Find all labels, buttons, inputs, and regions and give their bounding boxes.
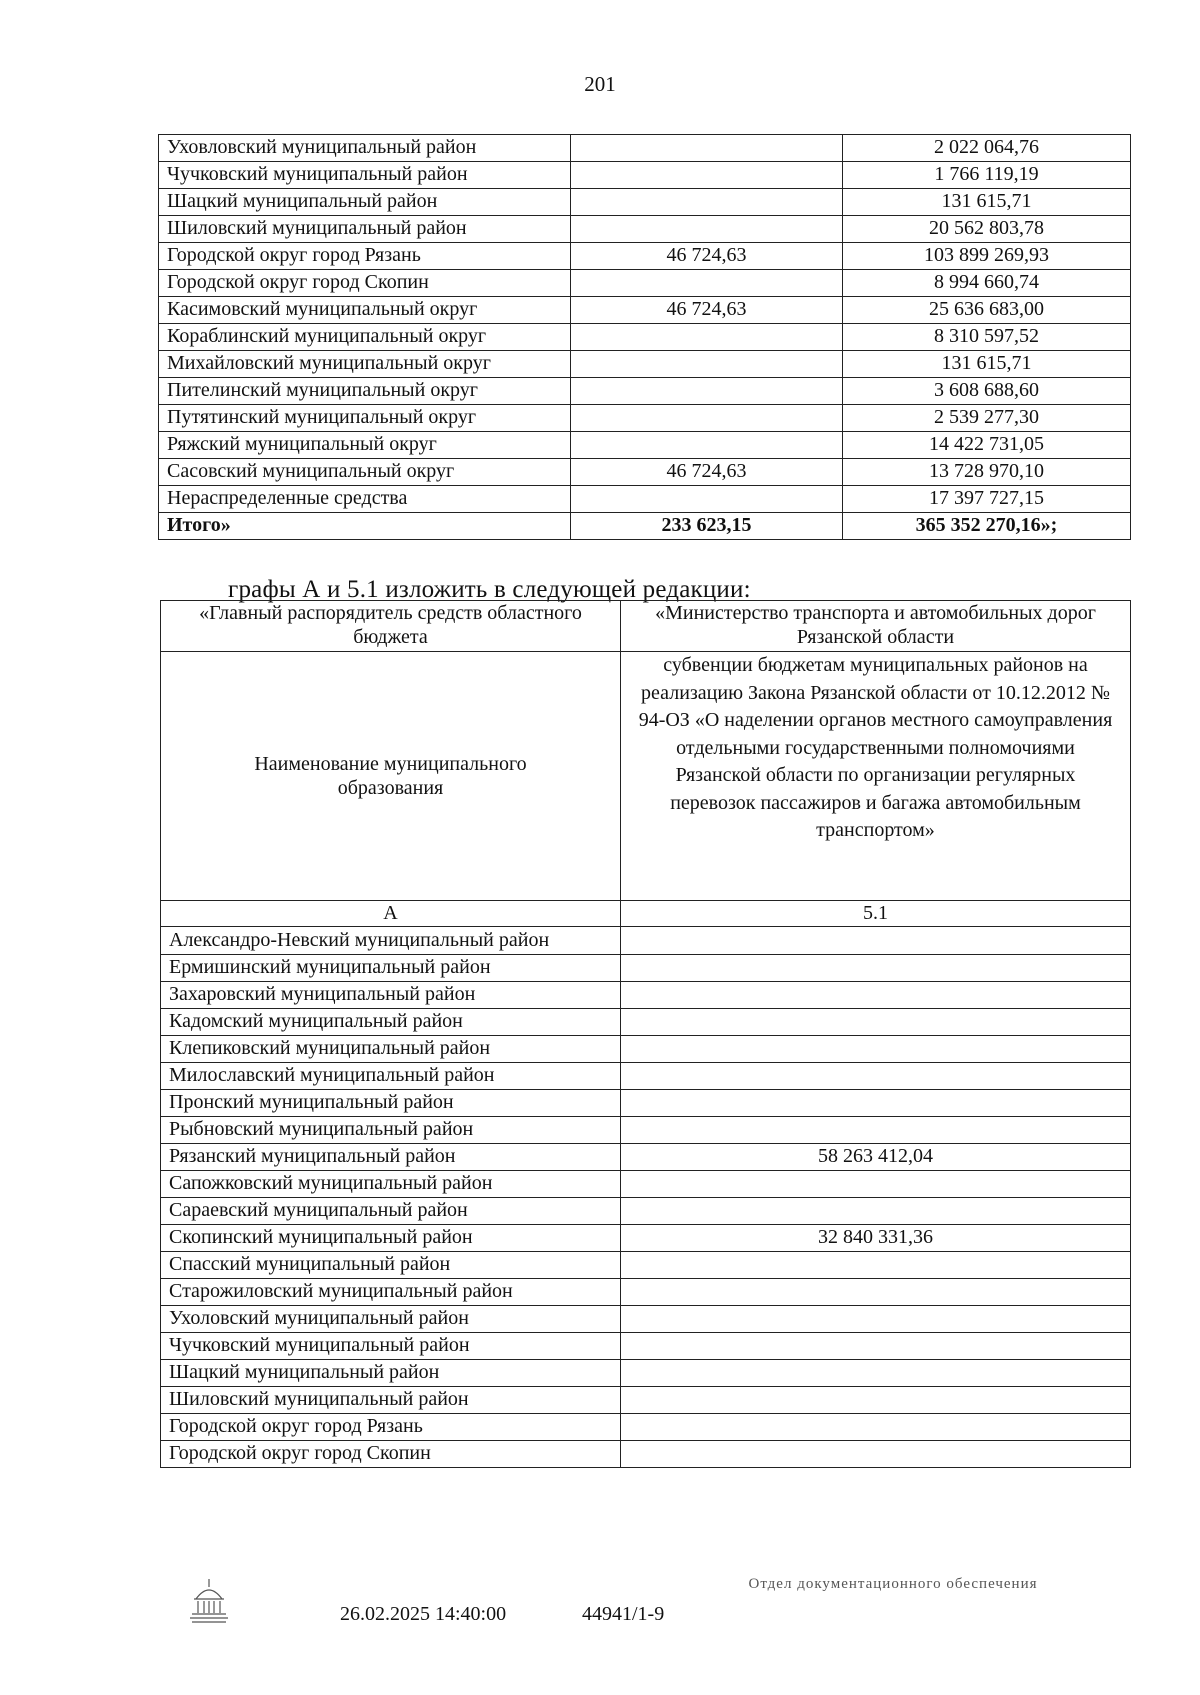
table-row bbox=[161, 1306, 1131, 1333]
table-row bbox=[161, 1090, 1131, 1117]
municipality-name-cell: Старожиловский муниципальный район bbox=[161, 1279, 621, 1306]
column-index-a: А bbox=[161, 901, 621, 927]
municipality-name-cell: Скопинский муниципальный район bbox=[161, 1225, 621, 1252]
municipality-name-cell: Сапожковский муниципальный район bbox=[161, 1171, 621, 1198]
municipality-name-cell: Чучковский муниципальный район bbox=[159, 162, 571, 189]
value-cell-b: 131 615,71 bbox=[843, 189, 1131, 216]
value-cell-b: 8 310 597,52 bbox=[843, 324, 1131, 351]
subvention-value-cell bbox=[621, 1009, 1131, 1036]
table-row bbox=[161, 1009, 1131, 1036]
municipality-name-cell: Кораблинский муниципальный округ bbox=[159, 324, 571, 351]
table-row bbox=[161, 982, 1131, 1009]
total-row bbox=[159, 513, 1131, 540]
value-cell-a bbox=[571, 432, 843, 459]
municipality-name-cell: Александро-Невский муниципальный район bbox=[161, 927, 621, 955]
header-row-subvention bbox=[161, 652, 1131, 901]
table-row bbox=[159, 432, 1131, 459]
table-row bbox=[159, 351, 1131, 378]
municipality-name-cell: Городской округ город Скопин bbox=[161, 1441, 621, 1468]
municipality-name-cell: Чучковский муниципальный район bbox=[161, 1333, 621, 1360]
value-cell-b: 2 022 064,76 bbox=[843, 135, 1131, 162]
value-cell-a: 46 724,63 bbox=[571, 297, 843, 324]
value-cell-b: 8 994 660,74 bbox=[843, 270, 1131, 297]
value-cell-a: 46 724,63 bbox=[571, 243, 843, 270]
municipality-name-cell: Касимовский муниципальный округ bbox=[159, 297, 571, 324]
table-row bbox=[161, 1360, 1131, 1387]
municipality-name-cell: Сараевский муниципальный район bbox=[161, 1198, 621, 1225]
table-row bbox=[159, 135, 1131, 162]
municipality-name-cell: Пронский муниципальный район bbox=[161, 1090, 621, 1117]
table-row bbox=[159, 297, 1131, 324]
table-row bbox=[161, 1279, 1131, 1306]
table-row bbox=[161, 1387, 1131, 1414]
column-index-5-1: 5.1 bbox=[621, 901, 1131, 927]
table-row bbox=[161, 1117, 1131, 1144]
municipality-name-cell: Уховловский муниципальный район bbox=[159, 135, 571, 162]
subvention-value-cell bbox=[621, 1252, 1131, 1279]
total-label: Итого» bbox=[159, 513, 571, 540]
subvention-value-cell bbox=[621, 1387, 1131, 1414]
table-row bbox=[161, 1171, 1131, 1198]
subvention-value-cell bbox=[621, 1360, 1131, 1387]
value-cell-b: 13 728 970,10 bbox=[843, 459, 1131, 486]
subvention-value-cell bbox=[621, 927, 1131, 955]
subvention-value-cell bbox=[621, 1063, 1131, 1090]
municipality-name-cell: Путятинский муниципальный округ bbox=[159, 405, 571, 432]
subvention-value-cell bbox=[621, 1036, 1131, 1063]
subvention-value-cell bbox=[621, 1333, 1131, 1360]
value-cell-a bbox=[571, 486, 843, 513]
municipality-name-cell: Рязанский муниципальный район bbox=[161, 1144, 621, 1171]
header-distributor-label: «Главный распорядитель средств областного бюджета bbox=[161, 601, 621, 652]
municipality-name-cell: Ермишинский муниципальный район bbox=[161, 955, 621, 982]
value-cell-a bbox=[571, 405, 843, 432]
municipality-name-cell: Михайловский муниципальный округ bbox=[159, 351, 571, 378]
table-row bbox=[161, 1063, 1131, 1090]
table-row bbox=[159, 243, 1131, 270]
value-cell-a bbox=[571, 189, 843, 216]
municipality-name-cell: Шиловский муниципальный район bbox=[159, 216, 571, 243]
value-cell-b: 14 422 731,05 bbox=[843, 432, 1131, 459]
subvention-value-cell bbox=[621, 1306, 1131, 1333]
table-row bbox=[159, 270, 1131, 297]
table-row bbox=[161, 1198, 1131, 1225]
table-row bbox=[159, 405, 1131, 432]
value-cell-b: 2 539 277,30 bbox=[843, 405, 1131, 432]
table-row bbox=[161, 1252, 1131, 1279]
table-row bbox=[159, 378, 1131, 405]
footer-document-code: 44941/1-9 bbox=[582, 1603, 665, 1625]
municipality-name-cell: Захаровский муниципальный район bbox=[161, 982, 621, 1009]
table-row bbox=[161, 1414, 1131, 1441]
value-cell-a bbox=[571, 270, 843, 297]
value-cell-a bbox=[571, 216, 843, 243]
municipality-name-cell: Городской округ город Рязань bbox=[159, 243, 571, 270]
subvention-value-cell bbox=[621, 1414, 1131, 1441]
footer-department-watermark: Отдел документационного обеспечения bbox=[748, 1576, 1038, 1592]
municipality-name-cell: Рыбновский муниципальный район bbox=[161, 1117, 621, 1144]
subvention-value-cell bbox=[621, 1090, 1131, 1117]
municipality-name-cell: Нераспределенные средства bbox=[159, 486, 571, 513]
table-row bbox=[159, 486, 1131, 513]
table-row bbox=[161, 1333, 1131, 1360]
table-row bbox=[159, 189, 1131, 216]
value-cell-b: 131 615,71 bbox=[843, 351, 1131, 378]
table-row bbox=[159, 162, 1131, 189]
subvention-value-cell bbox=[621, 1117, 1131, 1144]
subvention-value-cell bbox=[621, 982, 1131, 1009]
total-value-b: 365 352 270,16»; bbox=[843, 513, 1131, 540]
subvention-table bbox=[160, 600, 1131, 1468]
subvention-value-cell: 58 263 412,04 bbox=[621, 1144, 1131, 1171]
amendment-caption: графы А и 5.1 изложить в следующей редакции: bbox=[228, 576, 751, 603]
column-index-row bbox=[161, 901, 1131, 927]
municipality-name-cell: Городской округ город Рязань bbox=[161, 1414, 621, 1441]
value-cell-b: 25 636 683,00 bbox=[843, 297, 1131, 324]
table-row bbox=[161, 1036, 1131, 1063]
subvention-value-cell bbox=[621, 1171, 1131, 1198]
value-cell-a bbox=[571, 378, 843, 405]
value-cell-a bbox=[571, 162, 843, 189]
subvention-value-cell bbox=[621, 1279, 1131, 1306]
table-row bbox=[159, 324, 1131, 351]
subvention-value-cell bbox=[621, 955, 1131, 982]
value-cell-b: 103 899 269,93 bbox=[843, 243, 1131, 270]
subvention-value-cell: 32 840 331,36 bbox=[621, 1225, 1131, 1252]
table-row bbox=[161, 1144, 1131, 1171]
allocation-table-continued bbox=[158, 134, 1131, 540]
municipality-name-cell: Милославский муниципальный район bbox=[161, 1063, 621, 1090]
header-subvention-description: субвенции бюджетам муниципальных районов на реализацию Закона Рязанской области от 10.12.2012 № 94-ОЗ «О наделении органов местного самоуправления отдельными государственными полномочиями Рязанской области по организации регулярных перевозок пассажиров и багажа автомобильным транспортом» bbox=[621, 652, 1131, 901]
duma-building-icon bbox=[188, 1575, 230, 1625]
municipality-name-cell: Городской округ город Скопин bbox=[159, 270, 571, 297]
subvention-value-cell bbox=[621, 1441, 1131, 1468]
total-value-a: 233 623,15 bbox=[571, 513, 843, 540]
municipality-name-cell: Ухоловский муниципальный район bbox=[161, 1306, 621, 1333]
footer-timestamp: 26.02.2025 14:40:00 bbox=[340, 1603, 507, 1625]
municipality-name-cell: Шацкий муниципальный район bbox=[159, 189, 571, 216]
page-number: 201 bbox=[584, 72, 616, 96]
value-cell-a bbox=[571, 324, 843, 351]
table-row bbox=[161, 1225, 1131, 1252]
subvention-value-cell bbox=[621, 1198, 1131, 1225]
municipality-name-cell: Сасовский муниципальный округ bbox=[159, 459, 571, 486]
municipality-name-cell: Спасский муниципальный район bbox=[161, 1252, 621, 1279]
value-cell-b: 17 397 727,15 bbox=[843, 486, 1131, 513]
header-row-distributor bbox=[161, 601, 1131, 652]
municipality-name-cell: Пителинский муниципальный округ bbox=[159, 378, 571, 405]
table-row bbox=[159, 459, 1131, 486]
value-cell-a bbox=[571, 351, 843, 378]
header-ministry-label: «Министерство транспорта и автомобильных дорог Рязанской области bbox=[621, 601, 1131, 652]
municipality-name-cell: Шацкий муниципальный район bbox=[161, 1360, 621, 1387]
value-cell-b: 1 766 119,19 bbox=[843, 162, 1131, 189]
table-row bbox=[161, 927, 1131, 955]
municipality-name-cell: Шиловский муниципальный район bbox=[161, 1387, 621, 1414]
value-cell-b: 20 562 803,78 bbox=[843, 216, 1131, 243]
table-row bbox=[159, 216, 1131, 243]
value-cell-b: 3 608 688,60 bbox=[843, 378, 1131, 405]
municipality-name-cell: Клепиковский муниципальный район bbox=[161, 1036, 621, 1063]
table-row bbox=[161, 955, 1131, 982]
municipality-name-cell: Ряжский муниципальный округ bbox=[159, 432, 571, 459]
header-municipality-name: Наименование муниципального образования bbox=[161, 652, 621, 901]
municipality-name-cell: Кадомский муниципальный район bbox=[161, 1009, 621, 1036]
table-row bbox=[161, 1441, 1131, 1468]
value-cell-a: 46 724,63 bbox=[571, 459, 843, 486]
value-cell-a bbox=[571, 135, 843, 162]
